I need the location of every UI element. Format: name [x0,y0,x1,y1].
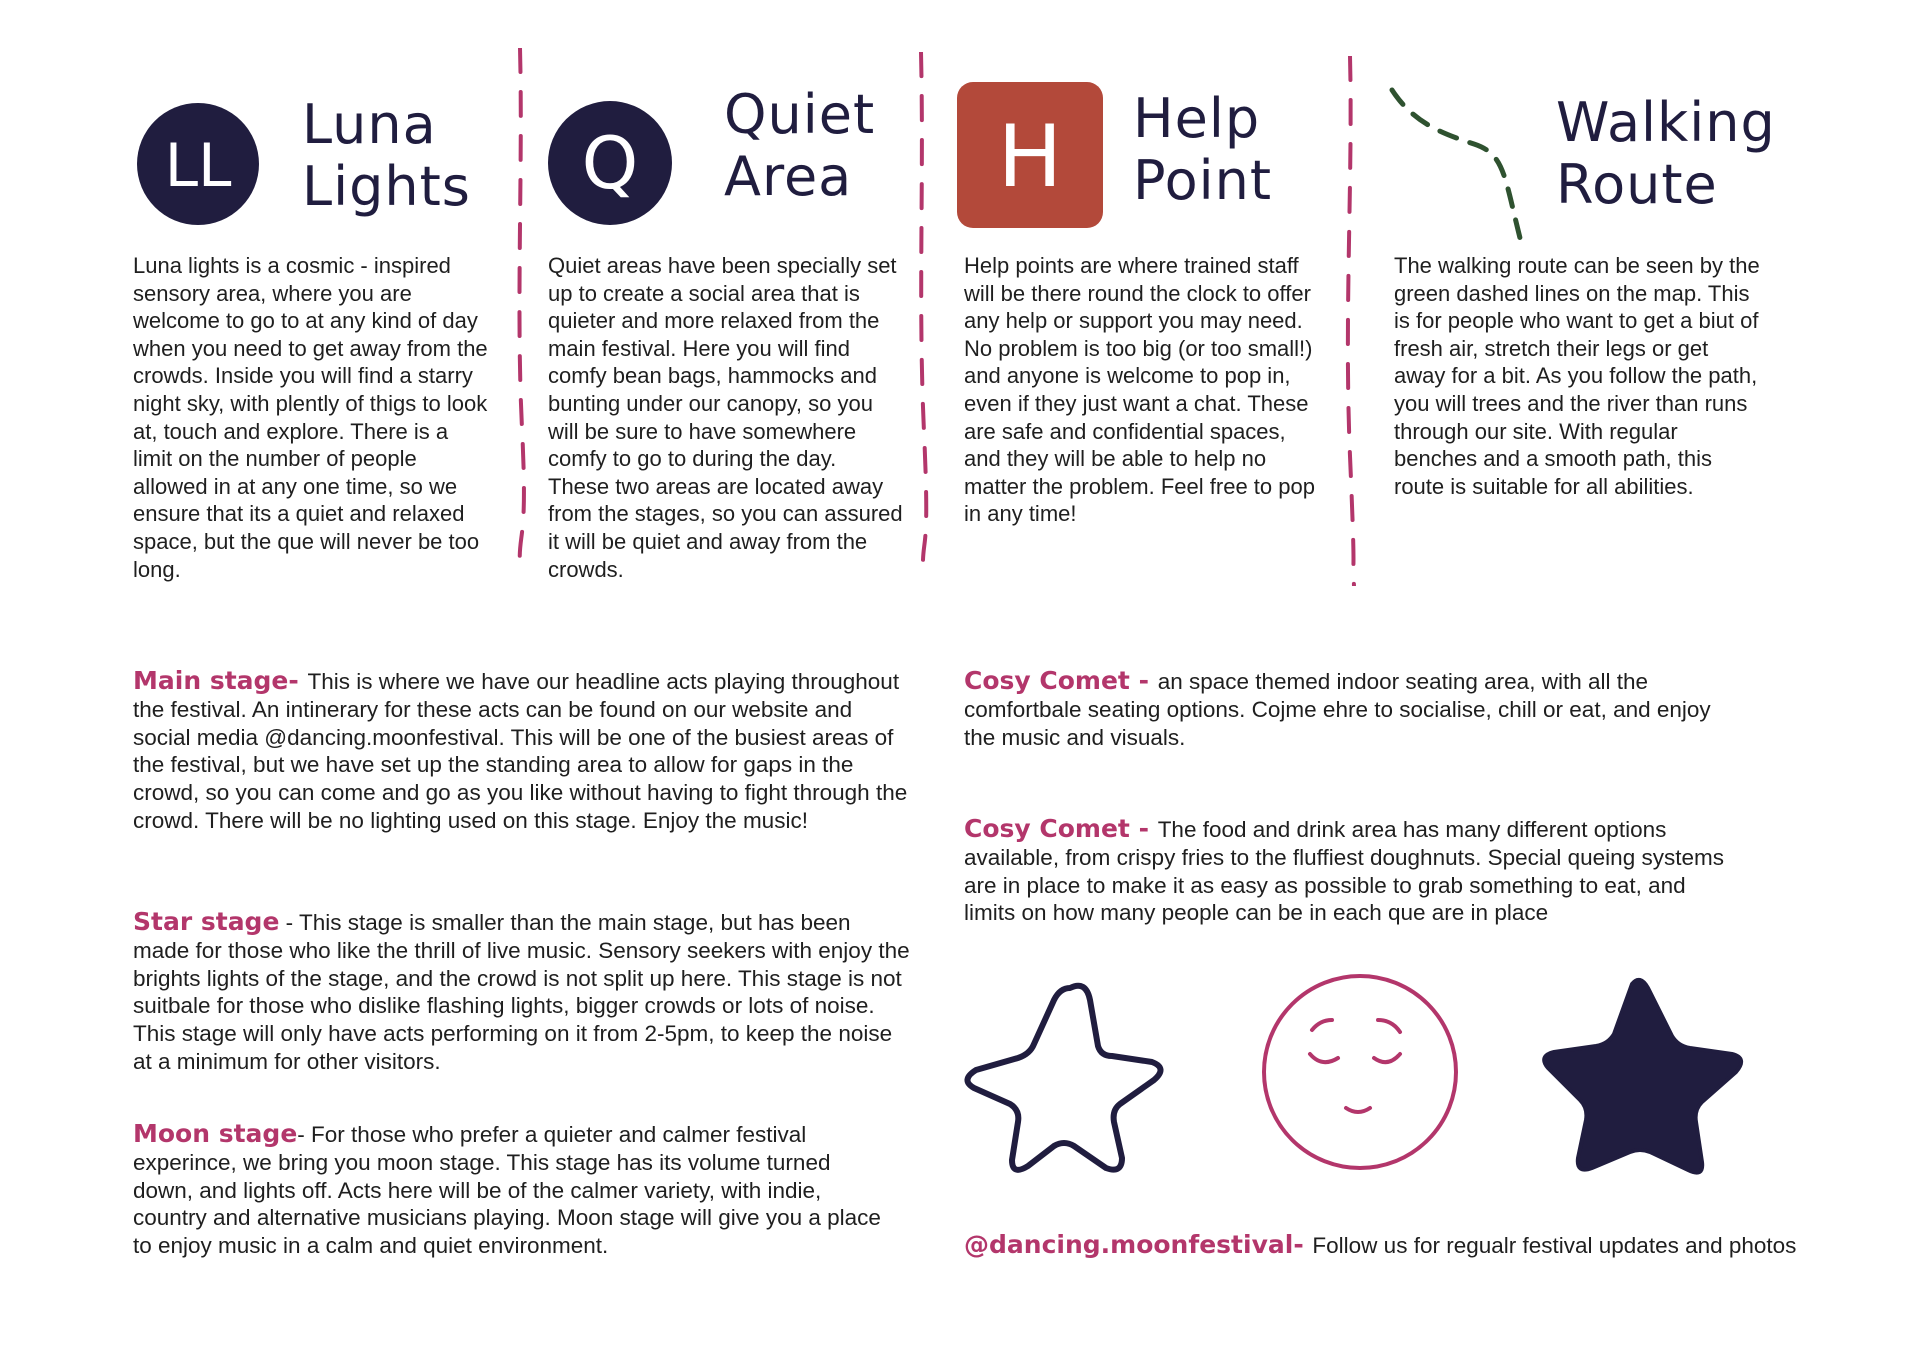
walking-title-line1: Walking [1556,91,1776,154]
star-stage-separator: - [279,910,300,935]
social-separator: - [1293,1230,1313,1259]
help-point-description: Help points are where trained staff will be there round the clock to offer any help or support you may need. No problem is too big (or too small!) and anyone is welcome to pop in, even if they just want a chat. These are safe and confidential spaces, and they will be able to help no matter the problem. Feel free to pop in any time! [964,253,1315,527]
moon-stage-text: For those who prefer a quieter and calmer festival experince, we bring you moon stage. This stage has its volume turned down, and lights off. Acts here will be of the calmer variety, with indie, country and alternative musicians playing. Moon stage will give you a place to enjoy music in a calm and quiet environment. [133,1122,881,1259]
luna-lights-icon [136,102,260,226]
cosy-comet-food-keyword: Cosy Comet [964,814,1130,843]
social-follow-line [964,1231,1864,1260]
quiet-area-icon-text: Q [581,121,639,205]
star-stage-text: This stage is smaller than the main stage, but has been made for those who like the thrill of live music. Sensory seekers with enjoy the brights lights of the stage, and the crowd is not split up here. This stage is not suitbale for those who dislike flashing lights, bigger crowds or lots of noise. This stage will only have acts performing on it from 2-5pm, to keep the noise at a minimum for other visitors. [133,910,910,1074]
quiet-area-icon [547,100,673,226]
luna-lights-icon-text: LL [164,131,232,201]
help-point-icon-text: H [997,107,1063,207]
walking-route-title [1556,92,1776,216]
column-divider-2 [913,52,933,577]
luna-title-line1: Luna [302,93,437,156]
cosy-comet-food-paragraph [964,815,1724,927]
luna-title-line2: Lights [302,155,471,218]
quiet-area-title [724,84,875,208]
luna-lights-title [302,94,471,218]
moon-stage-keyword: Moon stage [133,1119,298,1148]
star-stage-keyword: Star stage [133,907,280,936]
sleeping-moon-face-icon [1260,972,1460,1172]
main-stage-text: This is where we have our headline acts playing throughout the festival. An intinerary for these acts can be found on our website and social media @dancing.moonfestival. This will be one of the busiest areas of the festival, but we have set up the standing area to allow for gaps in the crowd, so you can come and go as you like without having to fight through the crowd. There will be no lighting used on this stage. Enjoy the music! [133,669,908,833]
cosy-comet-seating-separator: - [1129,666,1158,695]
star-stage-paragraph [133,908,913,1076]
help-title-line2: Point [1133,149,1273,212]
walking-route-icon [1384,84,1530,244]
column-divider-3 [1338,56,1362,591]
main-stage-paragraph [133,667,913,835]
moon-stage-paragraph [133,1120,893,1260]
filled-star-icon [1536,970,1746,1180]
outline-star-icon [958,970,1168,1180]
help-point-title [1133,88,1272,212]
walking-title-line2: Route [1556,153,1718,216]
social-text: Follow us for regualr festival updates and photos [1312,1233,1797,1258]
main-stage-keyword: Main stage [133,666,289,695]
cosy-comet-food-text: The food and drink area has many different options available, from crispy fries to the fluffiest doughnuts. Special queing systems are in place to make it as easy as possible to grab something to eat, and limits on how many people can be in each que are in place [964,817,1724,926]
luna-lights-description: Luna lights is a cosmic - inspired sensory area, where you are welcome to go to at any kind of day when you need to get away from the crowds. Inside you will find a starry night sky, with plently of thigs to look at, touch and explore. There is a limit on the number of people allowed in at any one time, so we ensure that its a quiet and relaxed space, but the que will never be too long. [133,253,488,582]
cosy-comet-seating-keyword: Cosy Comet [964,666,1130,695]
cosy-comet-food-separator: - [1129,814,1158,843]
quiet-title-line1: Quiet [724,83,876,146]
main-stage-separator: - [288,666,308,695]
cosy-comet-seating-text: an space themed indoor seating area, with all the comfortbale seating options. Cojme ehre to socialise, chill or eat, and enjoy the music and visuals. [964,669,1711,750]
moon-stage-separator: - [297,1122,312,1147]
column-divider-1 [510,48,530,573]
quiet-area-description: Quiet areas have been specially set up to create a social area that is quieter and more relaxed from the main festival. Here you will find comfy bean bags, hammocks and bunting under our canopy, so you will be sure to have somewhere comfy to go to during the day. These two areas are located away from the stages, so you can assured it will be quiet and away from the crowds. [548,253,903,582]
walking-route-description: The walking route can be seen by the green dashed lines on the map. This is for people who want to get a biut of fresh air, stretch their legs or get away for a bit. As you follow the path, you will trees and the river than runs through our site. With regular benches and a smooth path, this route is suitable for all abilities. [1394,253,1760,499]
quiet-title-line2: Area [724,145,853,208]
social-handle[interactable]: @dancing.moonfestival [964,1230,1294,1259]
cosy-comet-seating-paragraph [964,667,1724,751]
help-point-icon [955,80,1105,230]
help-title-line1: Help [1133,87,1261,150]
